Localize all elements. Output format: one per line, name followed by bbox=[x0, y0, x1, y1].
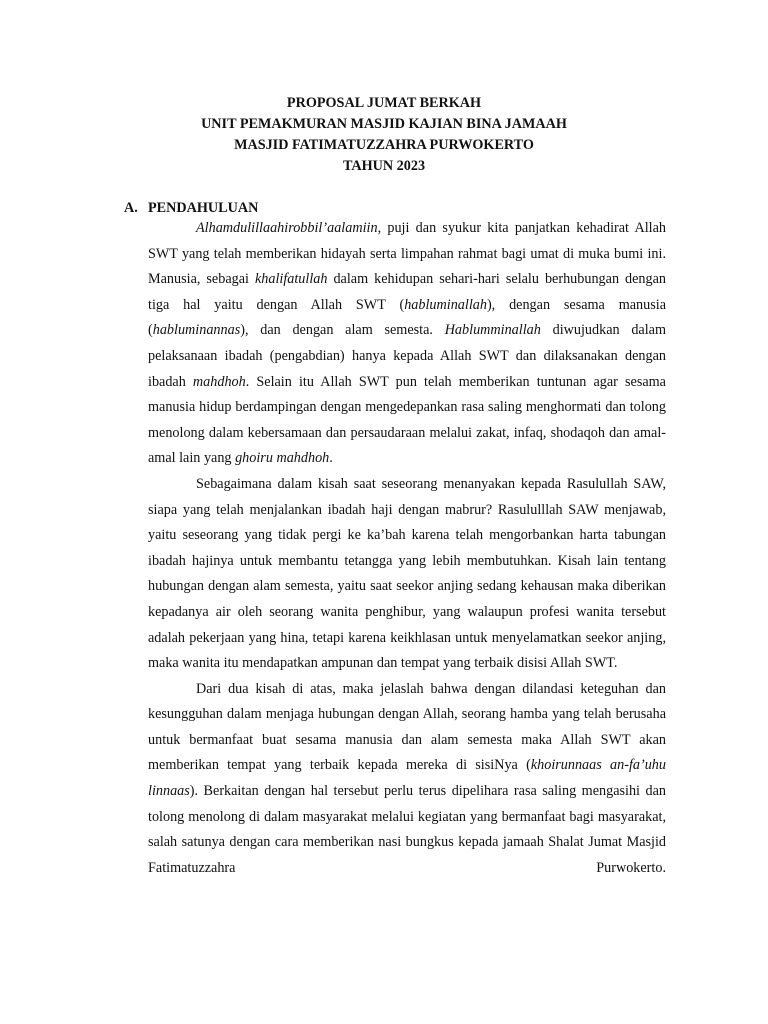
paragraph-1-text: ), dan dengan alam semesta. bbox=[240, 322, 445, 339]
paragraph-3-text: Dari dua kisah di atas, maka jelaslah bahwa dengan dilandasi keteguhan dan kesungguhan dalam menjaga hubungan dengan Allah, seorang hamba yang telah berusaha untuk bermanfaat buat sesama manusia dan alam semesta maka Allah SWT akan memberikan tempat yang terbaik kepada mereka di sisiNya ( bbox=[148, 680, 666, 774]
body-text bbox=[148, 216, 666, 881]
section-title: PENDAHULUAN bbox=[148, 200, 259, 216]
paragraph-1-italic: habluminallah bbox=[404, 296, 487, 313]
document-title bbox=[0, 93, 768, 177]
title-line-3: MASJID FATIMATUZZAHRA PURWOKERTO bbox=[234, 137, 534, 153]
paragraph-1-italic: Hablumminallah bbox=[444, 322, 541, 339]
paragraph-1-italic: Alhamdulillaahirobbil’aalamiin bbox=[196, 220, 378, 236]
paragraph-1-text: , puji dan syukur kita panjatkan kehadirat Allah SWT yang telah memberikan hidayah serta limpahan rahmat bagi umat di muka bumi ini. Manusia, sebagai bbox=[148, 220, 666, 288]
paragraph-1-italic: mahdhoh bbox=[192, 373, 246, 390]
paragraph-1-italic: ghoiru mahdhoh bbox=[235, 450, 330, 467]
title-line-1: PROPOSAL JUMAT BERKAH bbox=[286, 95, 482, 111]
paragraph-3 bbox=[148, 677, 666, 882]
paragraph-1-text: diwujudkan dalam pelaksanaan ibadah (pengabdian) hanya kepada Allah SWT dan dilaksanakan dengan ibadah bbox=[148, 322, 666, 390]
title-line-2: UNIT PEMAKMURAN MASJID KAJIAN BINA JAMAAH bbox=[201, 116, 567, 132]
paragraph-1-text: dalam kehidupan sehari-hari selalu berhubungan dengan tiga hal yaitu dengan Allah SWT ( bbox=[148, 271, 666, 313]
section-letter: A. bbox=[124, 200, 138, 216]
paragraph-1 bbox=[148, 216, 666, 472]
section-heading bbox=[124, 198, 258, 218]
paragraph-1-text: . Selain itu Allah SWT pun telah memberikan tuntunan agar sesama manusia hidup berdampingan dengan mengedepankan rasa saling menghormati dan tolong menolong dalam kebersamaan dan persaudaraan melalui zakat, infaq, shodaqoh dan amal-amal lain yang bbox=[148, 373, 666, 467]
paragraph-3-text: ). Berkaitan dengan hal tersebut perlu terus dipelihara rasa saling mengasihi dan tolong menolong di dalam masyarakat melalui kegiatan yang bermanfaat bagi masyarakat, salah satunya dengan cara memberikan nasi bungkus kepada jamaah Shalat Jumat Masjid Fatimatuzzahra Purwokerto. bbox=[148, 783, 666, 876]
title-line-4: TAHUN 2023 bbox=[342, 158, 426, 174]
paragraph-3-italic: khoirunnaas an-fa’uhu linnaas bbox=[148, 757, 666, 800]
paragraph-1-italic: khalifatullah bbox=[254, 271, 328, 288]
paragraph-1-italic: habluminannas bbox=[152, 322, 241, 339]
paragraph-2: Sebagaimana dalam kisah saat seseorang menanyakan kepada Rasulullah SAW, siapa yang telah menjalankan ibadah haji dengan mabrur? Rasululllah SAW menjawab, yaitu seseorang yang tidak pergi ke ka’bah karena telah mengorbankan harta tabungan ibadah hajinya untuk membantu tetangga yang lebih membutuhkan. Kisah lain tentang hubungan dengan alam semesta, yaitu saat seekor anjing sedang kehausan maka diberikan kepadanya air oleh seorang wanita penghibur, yang walaupun profesi wanita tersebut adalah pekerjaan yang hina, tetapi karena keikhlasan untuk menyelamatkan seekor anjing, maka wanita itu mendapatkan ampunan dan tempat yang terbaik disisi Allah SWT. bbox=[148, 475, 666, 672]
paragraph-1-text: . bbox=[329, 450, 333, 467]
paragraph-1-text: ), dengan sesama manusia ( bbox=[148, 296, 666, 339]
